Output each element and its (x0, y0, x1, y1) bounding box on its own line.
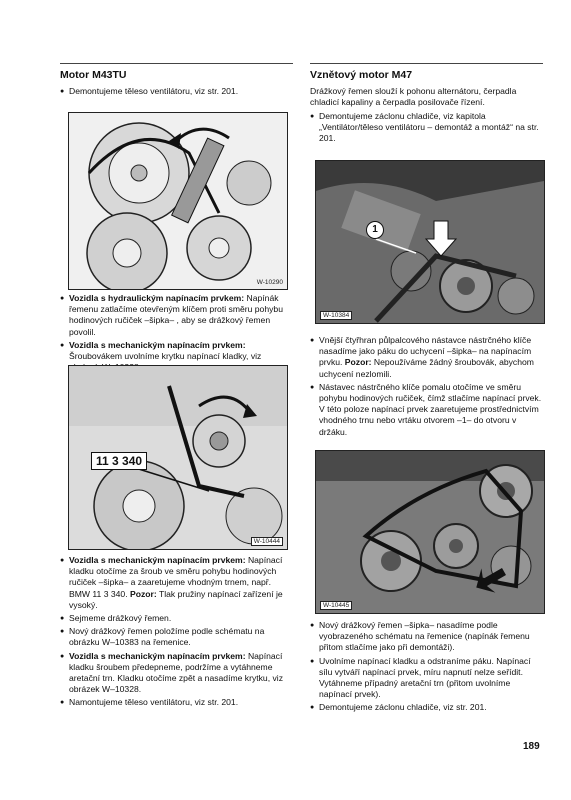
left-column-mid (60, 293, 293, 375)
bold-warning: Pozor: (129, 588, 157, 599)
right-paragraph-1: Drážkový řemen slouží k pohonu alternátoru, čerpadla chladicí kapaliny a čerpadla posilovače řízení. (310, 86, 517, 108)
right-heading: Vznětový motor M47 (310, 69, 413, 81)
figure-w10290 (68, 112, 288, 290)
bullet-text: Napínák řemenu zatlačíme otevřeným klíčem proti směru pohybu hodinových ručiček –šipka– , aby se drážkový řemen povolil. (69, 293, 283, 337)
top-rule-left (60, 63, 293, 64)
tool-number-box: 11 3 340 (91, 452, 147, 470)
page-number: 189 (523, 741, 540, 752)
left-bullet-4 (60, 555, 293, 611)
top-rule-right (310, 63, 543, 64)
right-column-bottom (310, 620, 543, 716)
bullet-text: Napínací kladku otočíme za šroub ve směru pohybu hodinových ručiček –šipka– a zaaretujeme vhodným trnem, např. BMW 11 3 340. (69, 555, 283, 599)
engine-pulley-illustration (69, 113, 287, 289)
right-column-mid (310, 335, 543, 440)
bullet-text: Napínací kladku šroubem předepneme, podržíme a vytáhneme aretační trn. Kladku otočíme zpět a nasadíme krytku, viz obrázek W–10328. (69, 650, 283, 695)
figure-w10384 (315, 160, 545, 324)
left-column-bottom (60, 555, 293, 711)
right-bullet-5: ● Uvolníme napínací kladku a odstraníme páku. Napínací sílu vytváří napínací prvek, míru napnutí nelze seřídit. Vytáhneme případný aretační trn (přitom uvolníme napínací prvek). (310, 656, 543, 701)
left-bullet-1: ● Demontujeme těleso ventilátoru, viz str. 201. (60, 86, 293, 97)
engine-photo-tensioner (316, 161, 544, 323)
figure-label: W-10384 (320, 311, 352, 320)
left-heading: Motor M43TU (60, 69, 127, 81)
right-column (310, 70, 543, 146)
right-bullet-4: ● Nový drážkový řemen –šipka– nasadíme podle vyobrazeného schématu na řemenice (napínák řemenu přitom stlačíme jako při demontáži). (310, 620, 543, 654)
left-bullet-2 (60, 293, 293, 338)
right-bullet-3: ● Nástavec nástrčného klíče pomalu otočíme ve směru pohybu hodinových ručiček, čímž stlačíme napínací prvek. V této poloze napínací prvek zaaretujeme prostřednictvím vhodného trnu nebo vrtáku otvorem –1– do otvoru v držáku. (310, 382, 543, 438)
left-bullet-7 (60, 651, 293, 696)
left-bullet-6: ● Nový drážkový řemen položíme podle schématu na obrázku W–10383 na řemenice. (60, 626, 293, 648)
bold-lead: Vozidla s hydraulickým napínacím prvkem: (69, 293, 245, 303)
bullet-text: Šroubovákem uvolníme krytku napínací kladky, viz (69, 351, 262, 362)
bold-warning: Pozor: (344, 357, 372, 368)
right-bullet-6: ● Demontujeme záclonu chladiče, viz str. 201. (310, 702, 543, 713)
bold-lead: Vozidla s mechanickým napínacím prvkem: (69, 650, 246, 661)
figure-label: W-10290 (256, 279, 283, 286)
engine-photo-belt (316, 451, 544, 613)
figure-label: W-10444 (251, 537, 283, 546)
left-bullet-5: ● Sejmeme drážkový řemen. (60, 613, 293, 624)
figure-w10444 (68, 365, 288, 550)
figure-label: W-10445 (320, 601, 352, 610)
left-bullet-8: ● Namontujeme těleso ventilátoru, viz str. 201. (60, 697, 293, 708)
right-bullet-2 (310, 335, 543, 380)
bullet-text: Tlak pružiny napínací zařízení je vysoký. (69, 588, 283, 610)
left-column (60, 70, 293, 99)
bold-lead: Vozidla s mechanickým napínacím prvkem: (69, 555, 246, 565)
bullet-text: Vnější čtyřhran půlpalcového nástavce nástrčného klíče nasadíme jako páku do uchycení –šipka– na napínacím prvku. (319, 335, 532, 368)
callout-1: 1 (366, 221, 384, 239)
bold-lead: Vozidla s mechanickým napínacím prvkem: (69, 339, 246, 350)
right-bullet-1: ● Demontujeme záclonu chladiče, viz kapitola „Ventilátor/těleso ventilátoru – demontáž a montáž“ na str. 201. (310, 111, 543, 145)
bullet-text: Nepoužíváme žádný šroubovák, abychom uchycení nezlomili. (319, 357, 534, 379)
figure-w10445 (315, 450, 545, 614)
